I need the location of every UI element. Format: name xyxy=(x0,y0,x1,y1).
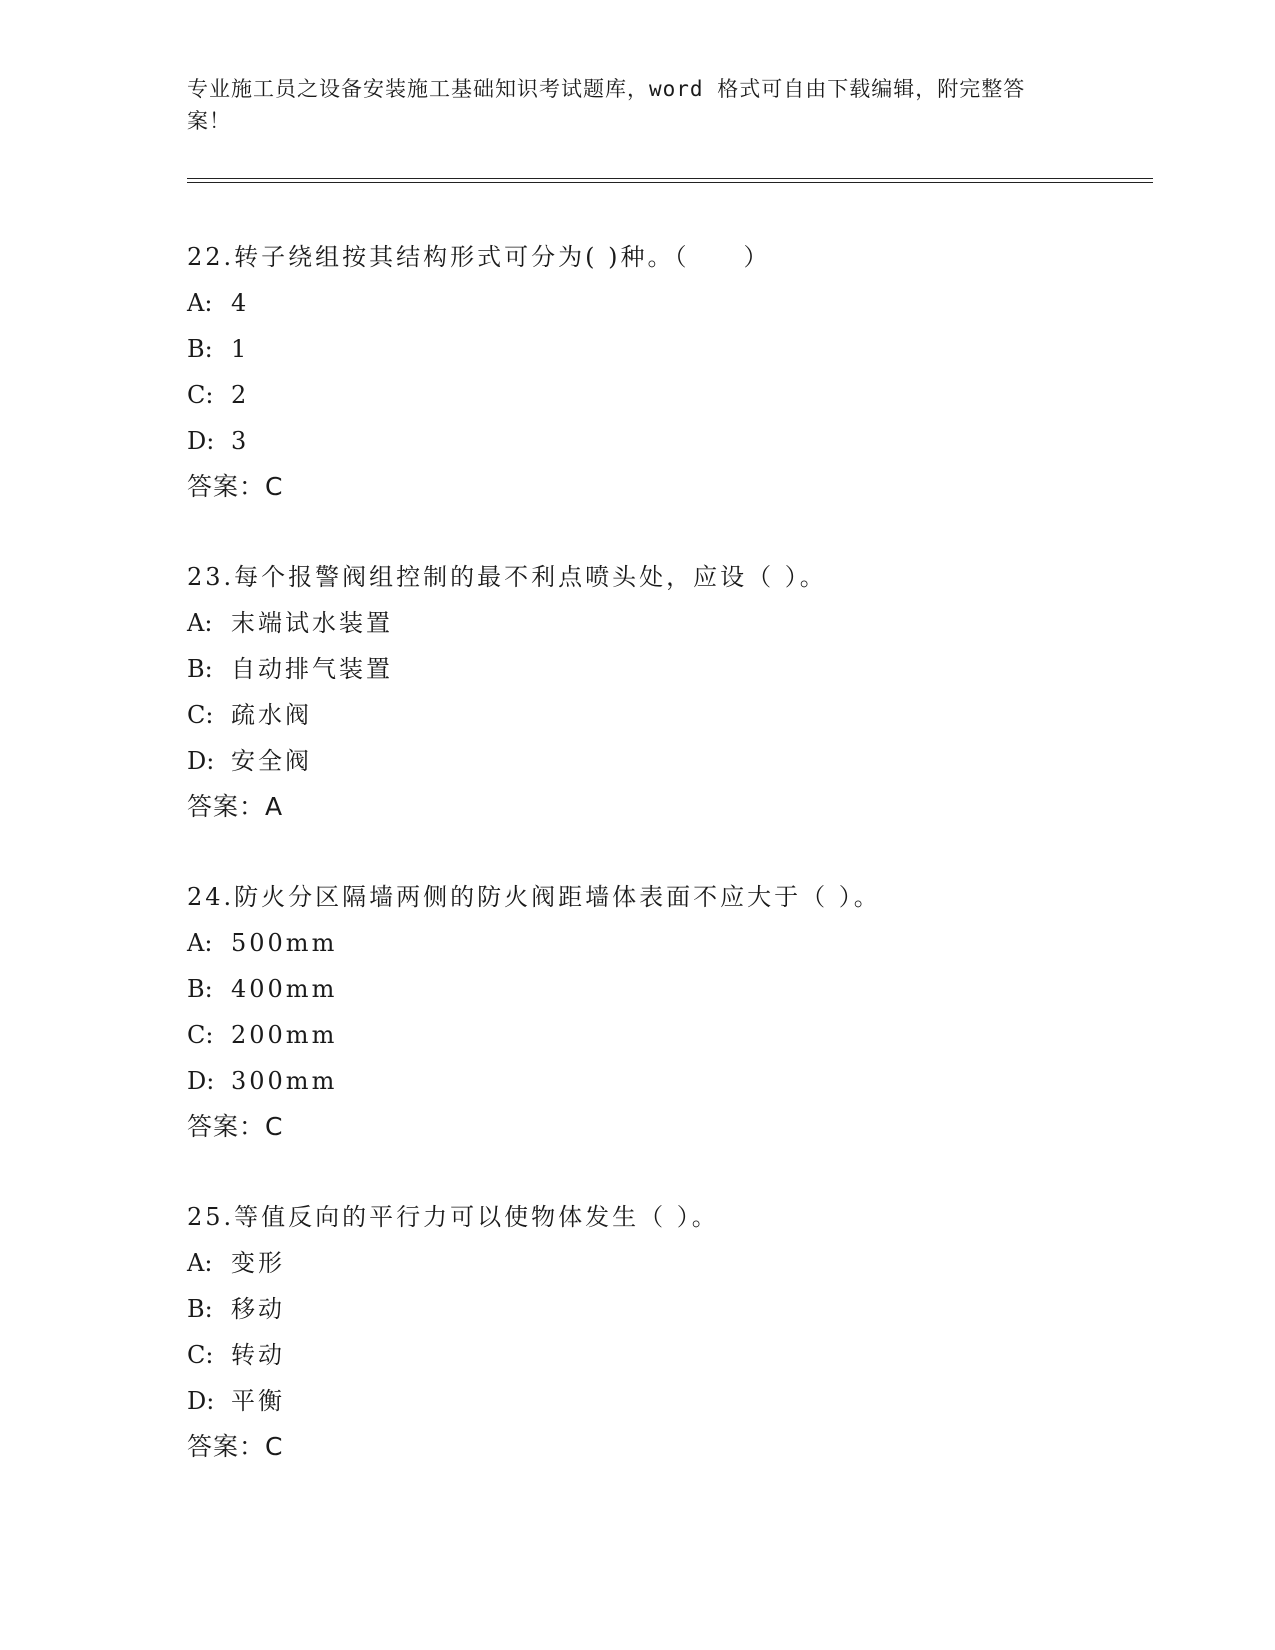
option-d xyxy=(187,418,1153,464)
option-a xyxy=(187,280,1153,326)
answer-line: 答案：C xyxy=(187,1112,284,1141)
option-text: 500mm xyxy=(231,929,338,957)
option-text: 200mm xyxy=(231,1021,338,1049)
option-text: 1 xyxy=(231,335,250,363)
question-stem: 25.等值反向的平行力可以使物体发生（ ）。 xyxy=(187,1203,719,1231)
header-divider-bottom xyxy=(187,182,1153,183)
option-c xyxy=(187,372,1153,418)
option-text: 转动 xyxy=(231,1341,285,1369)
option-key: C: xyxy=(187,381,214,409)
option-d xyxy=(187,1378,1153,1424)
question-22 xyxy=(187,234,1153,510)
option-text: 变形 xyxy=(231,1249,285,1277)
option-d xyxy=(187,1058,1153,1104)
option-key: A: xyxy=(187,609,213,637)
option-a xyxy=(187,920,1153,966)
question-stem: 24.防火分区隔墙两侧的防火阀距墙体表面不应大于（ ）。 xyxy=(187,883,881,911)
answer-line: 答案：C xyxy=(187,1432,284,1461)
option-c xyxy=(187,1332,1153,1378)
option-b xyxy=(187,1286,1153,1332)
header-divider-top xyxy=(187,178,1153,179)
option-key: A: xyxy=(187,1249,213,1277)
option-text: 疏水阀 xyxy=(231,701,312,729)
option-text: 自动排气装置 xyxy=(231,655,393,683)
option-key: D: xyxy=(187,747,215,775)
option-key: D: xyxy=(187,427,215,455)
option-text: 安全阀 xyxy=(231,747,312,775)
option-key: B: xyxy=(187,1295,213,1323)
option-text: 2 xyxy=(231,381,250,409)
option-key: B: xyxy=(187,335,213,363)
option-key: D: xyxy=(187,1067,215,1095)
option-c xyxy=(187,1012,1153,1058)
option-key: A: xyxy=(187,929,213,957)
question-25 xyxy=(187,1194,1153,1470)
option-c xyxy=(187,692,1153,738)
option-text: 3 xyxy=(231,427,250,455)
option-key: C: xyxy=(187,1341,214,1369)
option-key: C: xyxy=(187,1021,214,1049)
option-a xyxy=(187,600,1153,646)
question-stem: 22.转子绕组按其结构形式可分为( )种。（ ） xyxy=(187,243,771,271)
option-key: A: xyxy=(187,289,213,317)
option-d xyxy=(187,738,1153,784)
option-key: B: xyxy=(187,655,213,683)
option-text: 移动 xyxy=(231,1295,285,1323)
option-a xyxy=(187,1240,1153,1286)
option-b xyxy=(187,646,1153,692)
answer-line: 答案：A xyxy=(187,792,284,821)
option-key: C: xyxy=(187,701,214,729)
document-header: 专业施工员之设备安装施工基础知识考试题库，word 格式可自由下载编辑，附完整答案！ xyxy=(187,77,1026,133)
option-text: 400mm xyxy=(231,975,338,1003)
option-text: 4 xyxy=(231,289,250,317)
option-key: B: xyxy=(187,975,213,1003)
option-text: 300mm xyxy=(231,1067,338,1095)
option-key: D: xyxy=(187,1387,215,1415)
question-24 xyxy=(187,874,1153,1150)
option-text: 末端试水装置 xyxy=(231,609,393,637)
option-b xyxy=(187,966,1153,1012)
question-23 xyxy=(187,554,1153,830)
option-b xyxy=(187,326,1153,372)
question-stem: 23.每个报警阀组控制的最不利点喷头处，应设（ ）。 xyxy=(187,563,827,591)
answer-line: 答案：C xyxy=(187,472,284,501)
option-text: 平衡 xyxy=(231,1387,285,1415)
